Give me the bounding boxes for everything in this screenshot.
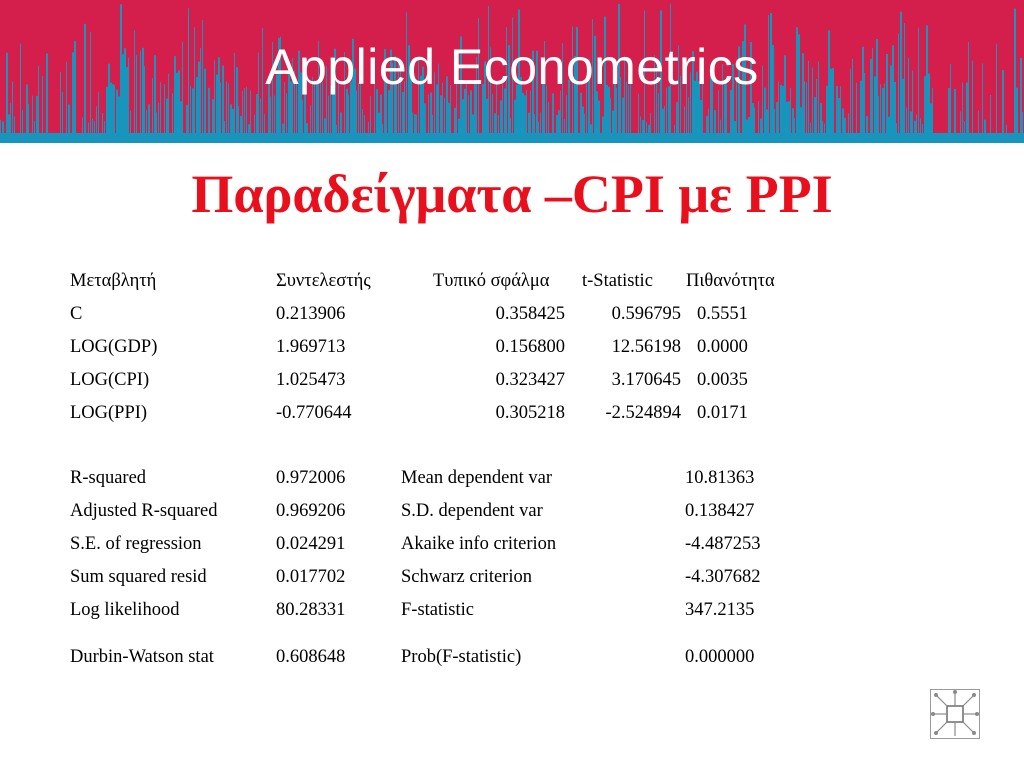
stat-value: 0.024291 — [276, 534, 346, 554]
stat-label: Durbin-Watson stat — [70, 647, 214, 667]
stat-value: -4.307682 — [685, 567, 761, 587]
row-t-statistic: 3.170645 — [611, 370, 681, 390]
banner-base-band — [0, 133, 1024, 143]
stat-value: 10.81363 — [685, 468, 755, 488]
slide-title: Παραδείγματα –CPI με PPI — [191, 164, 833, 224]
stat-value: -4.487253 — [685, 534, 761, 554]
stat-label: R-squared — [70, 468, 147, 488]
row-std-error: 0.323427 — [495, 370, 565, 390]
stat-value: 347.2135 — [685, 600, 755, 620]
stat-value: 0.017702 — [276, 567, 346, 587]
row-std-error: 0.358425 — [495, 304, 565, 324]
stat-label: Mean dependent var — [401, 468, 553, 488]
row-probability: 0.5551 — [697, 304, 748, 324]
stat-value: 0.608648 — [276, 647, 346, 667]
stat-label: Sum squared resid — [70, 567, 207, 587]
row-std-error: 0.156800 — [495, 337, 565, 357]
stat-value: 0.138427 — [685, 501, 755, 521]
stat-label: F-statistic — [401, 600, 474, 620]
stat-label: Prob(F-statistic) — [401, 647, 522, 667]
row-probability: 0.0171 — [697, 403, 748, 423]
stat-value: 0.972006 — [276, 468, 346, 488]
row-t-statistic: 12.56198 — [611, 337, 681, 357]
row-variable: C — [70, 304, 83, 324]
row-variable: LOG(GDP) — [70, 337, 158, 357]
row-std-error: 0.305218 — [495, 403, 565, 423]
stat-value: 80.28331 — [276, 600, 346, 620]
header-std-error: Τυπικό σφάλμα — [433, 271, 550, 291]
stat-label: Schwarz criterion — [401, 567, 532, 587]
row-variable: LOG(CPI) — [70, 370, 150, 390]
row-variable: LOG(PPI) — [70, 403, 148, 423]
deck-title: Applied Econometrics — [265, 39, 759, 95]
row-coefficient: 1.025473 — [276, 370, 346, 390]
row-t-statistic: 0.596795 — [611, 304, 681, 324]
row-coefficient: -0.770644 — [276, 403, 352, 423]
stat-label: S.E. of regression — [70, 534, 202, 554]
stat-value: 0.969206 — [276, 501, 346, 521]
stat-label: Akaike info criterion — [401, 534, 557, 554]
row-probability: 0.0000 — [697, 337, 748, 357]
network-logo-icon — [930, 689, 980, 739]
row-coefficient: 0.213906 — [276, 304, 346, 324]
stat-label: S.D. dependent var — [401, 501, 543, 521]
stat-label: Log likelihood — [70, 600, 180, 620]
stat-label: Adjusted R-squared — [70, 501, 218, 521]
stat-value: 0.000000 — [685, 647, 755, 667]
header-coefficient: Συντελεστής — [276, 271, 371, 291]
row-coefficient: 1.969713 — [276, 337, 346, 357]
header-variable: Μεταβλητή — [70, 271, 157, 291]
row-t-statistic: -2.524894 — [605, 403, 681, 423]
row-probability: 0.0035 — [697, 370, 748, 390]
header-probability: Πιθανότητα — [686, 271, 775, 291]
header-t-statistic: t-Statistic — [582, 271, 653, 291]
